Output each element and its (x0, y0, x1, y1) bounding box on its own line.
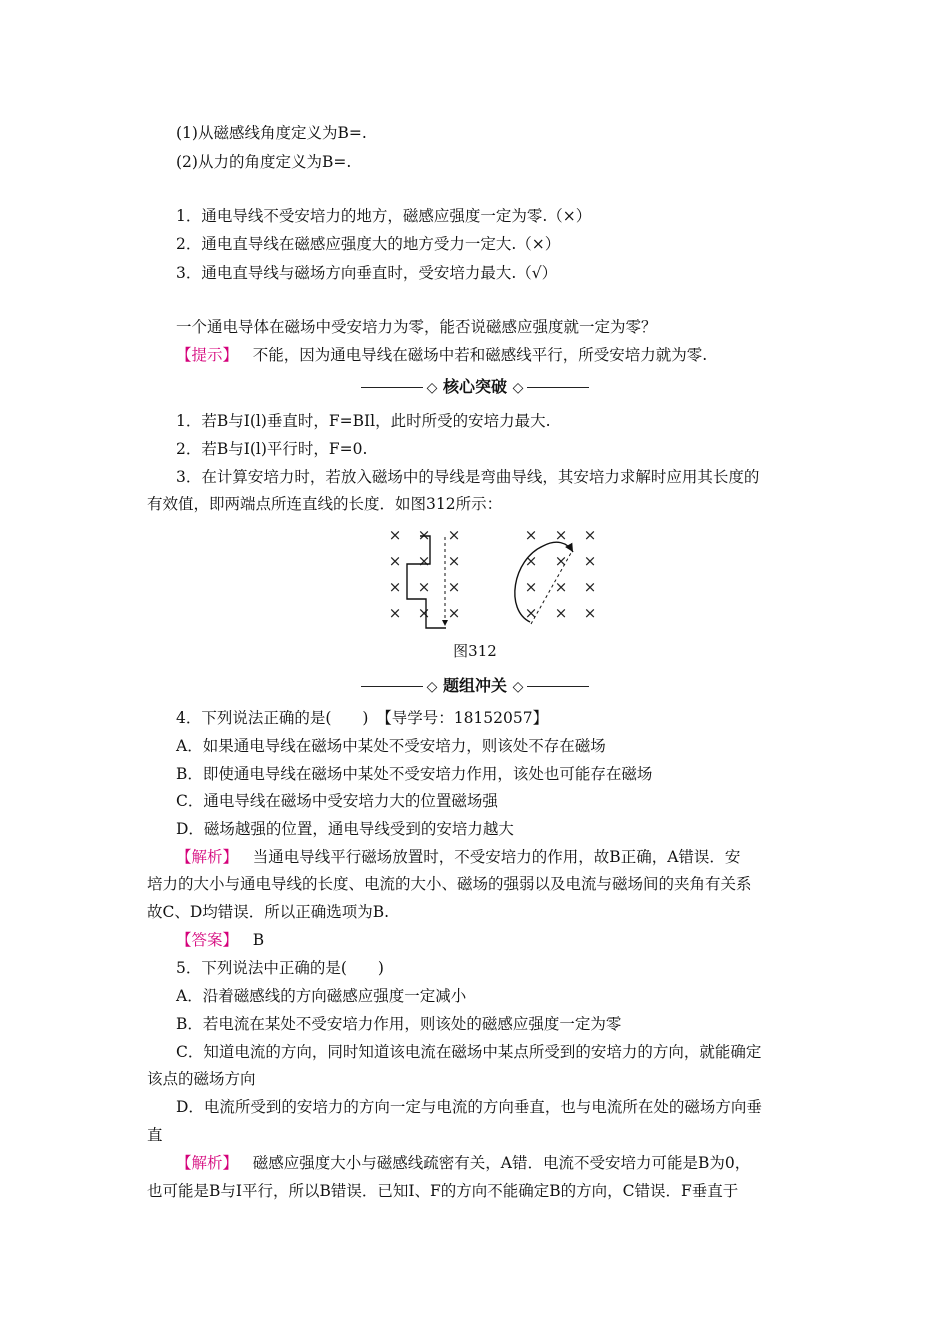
field-cross-mark: × (388, 578, 402, 596)
q4-option-c: C．通电导线在磁场中受安培力大的位置磁场强 (176, 792, 498, 810)
field-cross-mark: × (388, 604, 402, 622)
field-cross-mark: × (524, 526, 538, 544)
analysis-tag: 【解析】 (176, 1154, 239, 1172)
answer-value: B (252, 931, 265, 949)
heading-rule-left (361, 686, 423, 687)
field-cross-mark: × (554, 578, 568, 596)
diamond-icon: ◇ (512, 380, 524, 396)
field-crosses-left (389, 526, 461, 622)
section-heading-core (0, 376, 950, 399)
judgment-3: 3．通电直导线与磁场方向垂直时，受安培力最大.（√） (176, 264, 558, 282)
heading-rule-right (527, 686, 589, 687)
analysis-text: 磁感应强度大小与磁感线疏密有关，A错．电流不受安培力可能是B为0， (252, 1154, 751, 1172)
field-cross-mark: × (447, 526, 461, 544)
field-cross-mark: × (447, 552, 461, 570)
thinking-question: 一个通电导体在磁场中受安培力为零，能否说磁感应强度就一定为零？ (176, 318, 657, 336)
q5-analysis-line-2: 也可能是B与I平行，所以B错误．已知I、F的方向不能确定B的方向，C错误．F垂直于 (147, 1182, 739, 1200)
q5-option-d-line-1: D．电流所受到的安培力的方向一定与电流的方向垂直，也与电流所在处的磁场方向垂 (176, 1098, 762, 1116)
field-crosses-right (525, 526, 597, 622)
definition-line-1: (1)从磁感线角度定义为B=. (176, 124, 367, 142)
core-point-1: 1．若B与I(l)垂直时，F=BIl，此时所受的安培力最大. (176, 412, 551, 430)
field-cross-mark: × (583, 552, 597, 570)
field-cross-mark: × (388, 526, 402, 544)
field-cross-mark: × (583, 604, 597, 622)
answer-tag: 【答案】 (176, 931, 239, 949)
field-cross-mark: × (583, 578, 597, 596)
core-point-3a: 3．在计算安培力时，若放入磁场中的导线是弯曲导线，其安培力求解时应用其长度的 (176, 468, 760, 486)
q5-option-c-line-2: 该点的磁场方向 (147, 1070, 256, 1088)
field-cross-mark: × (524, 552, 538, 570)
field-cross-mark: × (554, 552, 568, 570)
field-cross-mark: × (583, 526, 597, 544)
q5-analysis-line-1 (176, 1152, 750, 1174)
q4-option-a: A．如果通电导线在磁场中某处不受安培力，则该处不存在磁场 (176, 737, 606, 755)
judgment-1: 1．通电导线不受安培力的地方，磁感应强度一定为零.（×） (176, 207, 592, 225)
field-cross-mark: × (524, 578, 538, 596)
hint-line (176, 344, 707, 366)
diamond-icon: ◇ (426, 380, 438, 396)
magnetic-field-figure (0, 520, 950, 640)
hint-text: 不能，因为通电导线在磁场中若和磁感线平行，所受安培力就为零. (252, 346, 708, 364)
figure-caption: 图312 (453, 642, 497, 660)
field-cross-mark: × (554, 526, 568, 544)
section-heading-practice (0, 675, 950, 698)
field-cross-mark: × (417, 552, 431, 570)
q5-option-d-line-2: 直 (147, 1126, 163, 1144)
field-cross-mark: × (447, 604, 461, 622)
field-cross-mark: × (554, 604, 568, 622)
field-cross-mark: × (417, 526, 431, 544)
field-cross-mark: × (417, 578, 431, 596)
field-cross-mark: × (447, 578, 461, 596)
diamond-icon: ◇ (512, 679, 524, 695)
figure-312-svg (0, 520, 950, 640)
diamond-icon: ◇ (426, 679, 438, 695)
field-cross-mark: × (417, 604, 431, 622)
q5-stem: 5．下列说法中正确的是( ) (176, 959, 384, 977)
analysis-tag: 【解析】 (176, 848, 239, 866)
q5-option-c-line-1: C．知道电流的方向，同时知道该电流在磁场中某点所受到的安培力的方向，就能确定 (176, 1043, 762, 1061)
q4-stem: 4．下列说法正确的是( ) 【导学号：18152057】 (176, 709, 549, 727)
q4-analysis-line-2: 培力的大小与通电导线的长度、电流的大小、磁场的强弱以及电流与磁场间的夹角有关系 (147, 875, 752, 893)
q4-option-d: D．磁场越强的位置，通电导线受到的安培力越大 (176, 820, 514, 838)
q4-analysis-line-3: 故C、D均错误．所以正确选项为B. (147, 903, 390, 921)
heading-rule-left (361, 387, 423, 388)
judgment-2: 2．通电直导线在磁感应强度大的地方受力一定大.（×） (176, 235, 561, 253)
q4-analysis-line-1 (176, 846, 740, 868)
q5-option-a: A．沿着磁感线的方向磁感应强度一定减小 (176, 987, 467, 1005)
field-cross-mark: × (524, 604, 538, 622)
core-point-3b: 有效值，即两端点所连直线的长度．如图312所示： (147, 495, 503, 513)
q5-option-b: B．若电流在某处不受安培力作用，则该处的磁感应强度一定为零 (176, 1015, 622, 1033)
heading-rule-right (527, 387, 589, 388)
definition-line-2: (2)从力的角度定义为B=. (176, 153, 352, 171)
q4-answer-line (176, 929, 264, 951)
core-point-2: 2．若B与I(l)平行时，F=0. (176, 440, 368, 458)
field-cross-mark: × (388, 552, 402, 570)
analysis-text: 当通电导线平行磁场放置时，不受安培力的作用，故B正确，A错误．安 (252, 848, 741, 866)
hint-tag: 【提示】 (176, 346, 239, 364)
section-title: 题组冲关 (442, 676, 507, 695)
section-title: 核心突破 (442, 377, 507, 396)
q4-option-b: B．即使通电导线在磁场中某处不受安培力作用，该处也可能存在磁场 (176, 765, 653, 783)
